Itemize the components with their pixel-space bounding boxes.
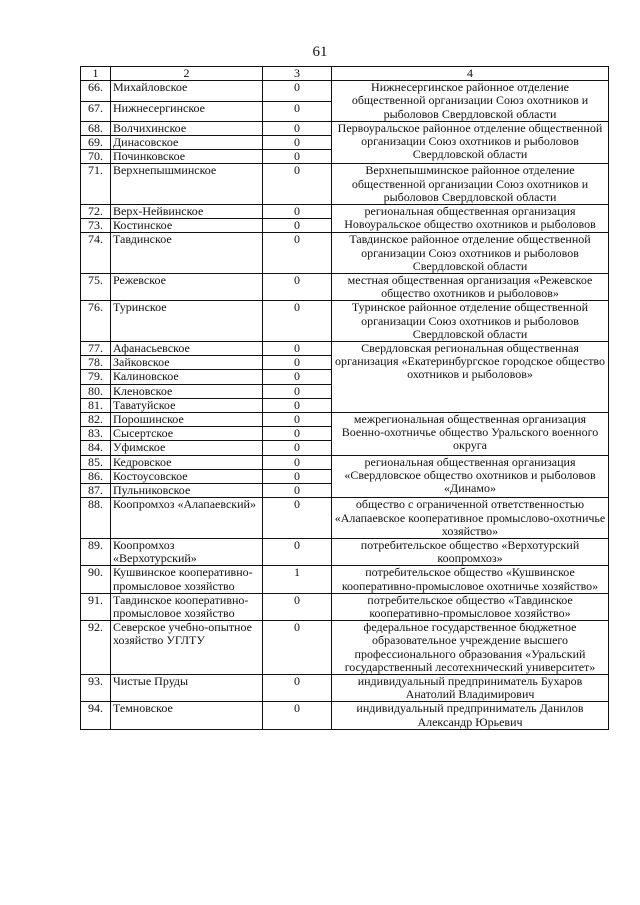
column-header: 3 — [263, 67, 332, 81]
ground-count: 0 — [263, 441, 332, 455]
row-number: 83. — [81, 427, 111, 441]
ground-name: Тавдинское — [111, 233, 263, 274]
row-number: 84. — [81, 441, 111, 455]
ground-name: Верхнепышминское — [111, 164, 263, 205]
ground-name: Зайковское — [111, 356, 263, 370]
ground-name: Починковское — [111, 150, 263, 164]
table-row — [81, 455, 609, 469]
ground-count: 0 — [263, 81, 332, 101]
row-number: 82. — [81, 413, 111, 427]
table-row — [81, 121, 609, 135]
row-number: 87. — [81, 484, 111, 498]
organization-name: индивидуальный предприниматель Данилов Александр Юрьевич — [332, 702, 609, 729]
ground-count: 0 — [263, 398, 332, 412]
row-number: 66. — [81, 81, 111, 101]
ground-count: 0 — [263, 301, 332, 342]
row-number: 72. — [81, 205, 111, 219]
table-row — [81, 413, 609, 427]
organization-name: потребительское общество «Тавдинское кооперативно-промысловое хозяйство» — [332, 593, 609, 620]
row-number: 71. — [81, 164, 111, 205]
table-row — [81, 621, 609, 675]
ground-count: 0 — [263, 484, 332, 498]
ground-count: 0 — [263, 121, 332, 135]
ground-count: 0 — [263, 593, 332, 620]
ground-count: 0 — [263, 219, 332, 233]
ground-name: Уфимское — [111, 441, 263, 455]
row-number: 78. — [81, 356, 111, 370]
ground-name: Северское учебно-опытное хозяйство УГЛТУ — [111, 621, 263, 675]
table-row — [81, 233, 609, 274]
ground-name: Волчихинское — [111, 121, 263, 135]
ground-name: Афанасьевское — [111, 342, 263, 356]
ground-count: 0 — [263, 370, 332, 384]
table-row — [81, 274, 609, 301]
row-number: 94. — [81, 702, 111, 729]
table-row — [81, 702, 609, 729]
ground-name: Пульниковское — [111, 484, 263, 498]
ground-name: Нижнесергинское — [111, 101, 263, 121]
organization-name: общество с ограниченной ответственностью «Алапаевское кооперативное промыслово-охотничье хозяйство» — [332, 498, 609, 539]
ground-count: 0 — [263, 342, 332, 356]
ground-name: Кленовское — [111, 384, 263, 398]
column-header: 2 — [111, 67, 263, 81]
table-row — [81, 593, 609, 620]
row-number: 77. — [81, 342, 111, 356]
ground-name: Порошинское — [111, 413, 263, 427]
ground-count: 0 — [263, 136, 332, 150]
row-number: 70. — [81, 150, 111, 164]
organization-name: региональная общественная организация «Свердловское общество охотников и рыболовов «Динамо» — [332, 455, 609, 498]
ground-count: 0 — [263, 621, 332, 675]
organization-name: Туринское районное отделение общественной организации Союз охотников и рыболовов Свердловской области — [332, 301, 609, 342]
table-row — [81, 81, 609, 101]
ground-count: 0 — [263, 164, 332, 205]
column-header: 1 — [81, 67, 111, 81]
table-row — [81, 205, 609, 219]
row-number: 68. — [81, 121, 111, 135]
organization-name: индивидуальный предприниматель Бухаров Анатолий Владимирович — [332, 674, 609, 701]
table-row — [81, 674, 609, 701]
column-header: 4 — [332, 67, 609, 81]
ground-name: Сысертское — [111, 427, 263, 441]
ground-count: 0 — [263, 427, 332, 441]
organization-name: Верхнепышминское районное отделение общественной организации Союз охотников и рыболовов Свердловской области — [332, 164, 609, 205]
row-number: 79. — [81, 370, 111, 384]
ground-count: 0 — [263, 413, 332, 427]
ground-name: Кушвинское кооперативно-промысловое хозяйство — [111, 566, 263, 593]
table-row — [81, 342, 609, 356]
table-row — [81, 566, 609, 593]
ground-name: Калиновское — [111, 370, 263, 384]
table-row — [81, 164, 609, 205]
ground-count: 0 — [263, 702, 332, 729]
organization-name: федеральное государственное бюджетное образовательное учреждение высшего профессионального образования «Уральский государственный лесотехнический университет» — [332, 621, 609, 675]
ground-name: Коопромхоз «Верхотурский» — [111, 538, 263, 565]
ground-name: Режевское — [111, 274, 263, 301]
ground-count: 0 — [263, 233, 332, 274]
page-number: 61 — [312, 44, 328, 60]
row-number: 88. — [81, 498, 111, 539]
row-number: 93. — [81, 674, 111, 701]
ground-count: 0 — [263, 469, 332, 483]
ground-name: Верх-Нейвинское — [111, 205, 263, 219]
ground-count: 0 — [263, 101, 332, 121]
organization-name: Тавдинское районное отделение общественной организации Союз охотников и рыболовов Свердловской области — [332, 233, 609, 274]
row-number: 74. — [81, 233, 111, 274]
ground-count: 0 — [263, 150, 332, 164]
ground-name: Чистые Пруды — [111, 674, 263, 701]
organization-name: местная общественная организация «Режевское общество охотников и рыболовов» — [332, 274, 609, 301]
ground-name: Коопромхоз «Алапаевский» — [111, 498, 263, 539]
table-header-row — [81, 67, 609, 81]
ground-count: 0 — [263, 538, 332, 565]
row-number: 89. — [81, 538, 111, 565]
ground-count: 0 — [263, 384, 332, 398]
ground-name: Костоусовское — [111, 469, 263, 483]
ground-count: 0 — [263, 205, 332, 219]
organization-name: межрегиональная общественная организация Военно-охотничье общество Уральского военного округа — [332, 413, 609, 456]
organization-name: Первоуральское районное отделение общественной организации Союз охотников и рыболовов Свердловской области — [332, 121, 609, 164]
ground-name: Костинское — [111, 219, 263, 233]
row-number: 76. — [81, 301, 111, 342]
ground-count: 0 — [263, 498, 332, 539]
organization-name: потребительское общество «Кушвинское кооперативно-промысловое охотничье хозяйство» — [332, 566, 609, 593]
row-number: 81. — [81, 398, 111, 412]
table-row — [81, 301, 609, 342]
hunting-grounds-table — [80, 66, 609, 730]
organization-name: Свердловская региональная общественная организация «Екатеринбургское городское общество охотников и рыболовов» — [332, 342, 609, 413]
ground-count: 0 — [263, 274, 332, 301]
ground-count: 1 — [263, 566, 332, 593]
row-number: 91. — [81, 593, 111, 620]
organization-name: потребительское общество «Верхотурский коопромхоз» — [332, 538, 609, 565]
ground-count: 0 — [263, 455, 332, 469]
organization-name: Нижнесергинское районное отделение общественной организации Союз охотников и рыболовов Свердловской области — [332, 81, 609, 122]
organization-name: региональная общественная организация Новоуральское общество охотников и рыболовов — [332, 205, 609, 233]
table-row — [81, 498, 609, 539]
row-number: 86. — [81, 469, 111, 483]
ground-name: Михайловское — [111, 81, 263, 101]
ground-name: Кедровское — [111, 455, 263, 469]
row-number: 85. — [81, 455, 111, 469]
ground-name: Тавдинское кооперативно-промысловое хозяйство — [111, 593, 263, 620]
row-number: 92. — [81, 621, 111, 675]
row-number: 69. — [81, 136, 111, 150]
ground-name: Туринское — [111, 301, 263, 342]
table-row — [81, 538, 609, 565]
ground-name: Темновское — [111, 702, 263, 729]
row-number: 90. — [81, 566, 111, 593]
ground-name: Таватуйское — [111, 398, 263, 412]
ground-count: 0 — [263, 356, 332, 370]
row-number: 67. — [81, 101, 111, 121]
row-number: 80. — [81, 384, 111, 398]
ground-name: Динасовское — [111, 136, 263, 150]
row-number: 75. — [81, 274, 111, 301]
ground-count: 0 — [263, 674, 332, 701]
row-number: 73. — [81, 219, 111, 233]
